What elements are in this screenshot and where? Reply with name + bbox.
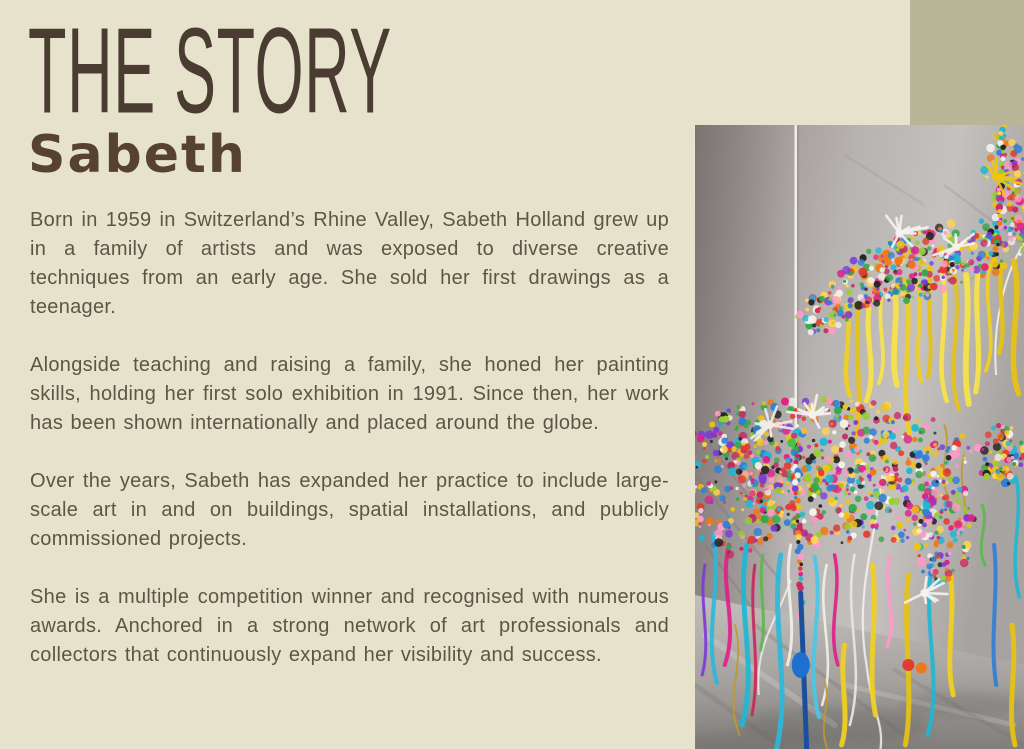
artwork-photo — [695, 125, 1024, 749]
installation-photo-canvas — [695, 125, 1024, 749]
story-paragraph-1: Born in 1959 in Switzerland’s Rhine Valley, Sabeth Holland grew up in a family of artists and was exposed to diverse creative techniques from an early age. She sold her first drawings as a teenager. — [30, 209, 669, 318]
page-title — [28, 2, 606, 140]
story-text-block — [30, 206, 669, 699]
story-paragraph-4: She is a multiple competition winner and recognised with numerous awards. Anchored in a strong network of art professionals and collectors that continuously expand her visibility and success. — [30, 586, 669, 666]
story-paragraph-3: Over the years, Sabeth has expanded her practice to include large-scale art in and on buildings, spatial installations, and publicly commissioned projects. — [30, 470, 669, 550]
artist-name-heading: Sabeth — [28, 125, 247, 185]
story-paragraph-2: Alongside teaching and raising a family, she honed her painting skills, holding her first solo exhibition in 1991. Since then, her work has been shown internationally and placed around the globe. — [30, 354, 669, 434]
page-title-text: THE STORY — [28, 2, 392, 140]
